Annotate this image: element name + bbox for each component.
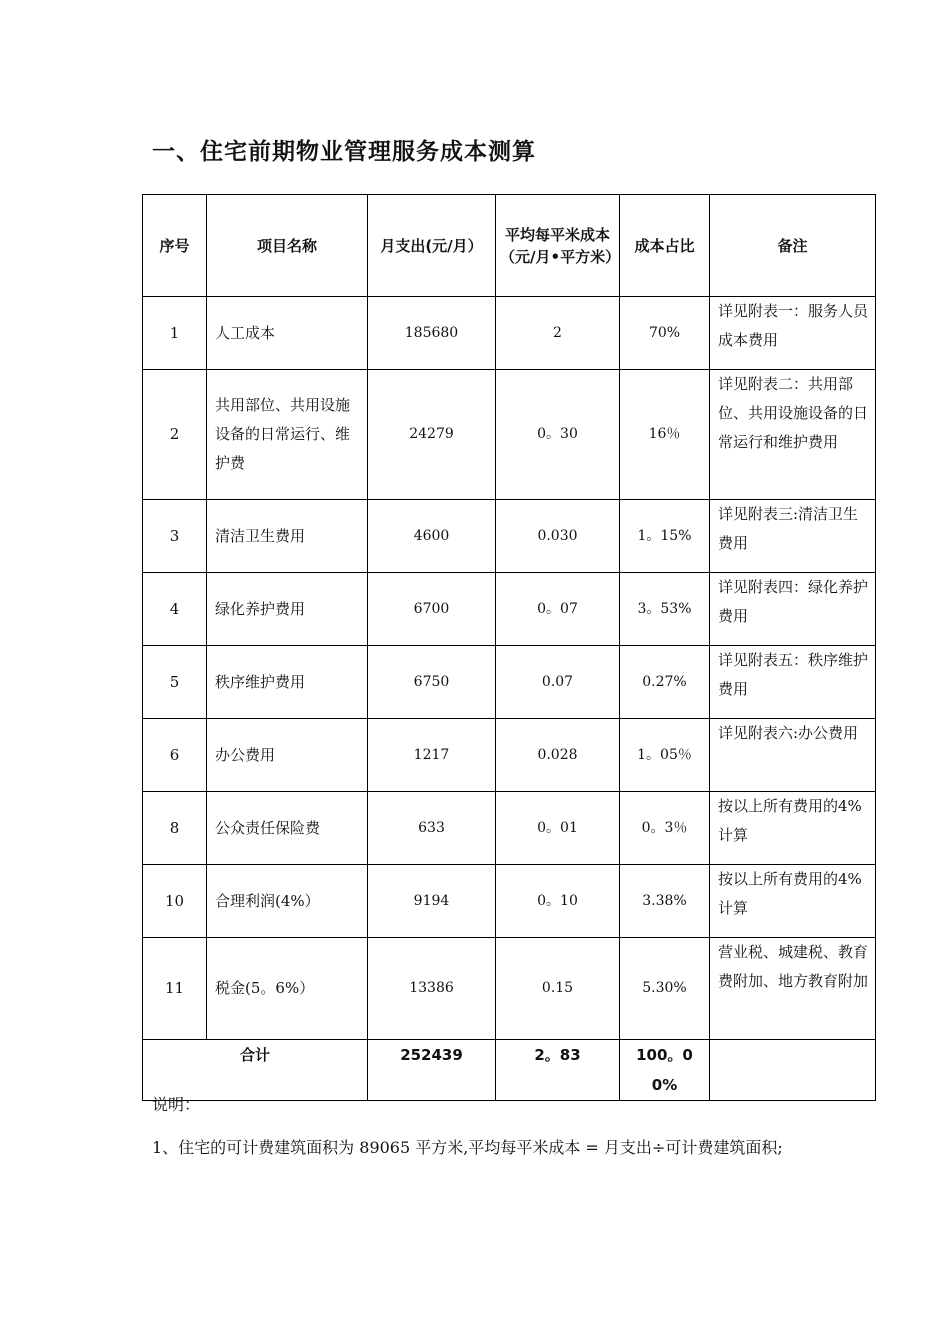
total-ratio: 100。00% [620, 1040, 710, 1101]
header-note: 备注 [710, 195, 876, 297]
cell-name: 人工成本 [207, 297, 368, 370]
cell-note: 营业税、城建税、教育费附加、地方教育附加 [710, 938, 876, 1040]
cell-name: 税金(5。6%） [207, 938, 368, 1040]
header-no: 序号 [143, 195, 207, 297]
notes-line-1: 1、住宅的可计费建筑面积为 89065 平方米,平均每平米成本 = 月支出÷可计费建筑面积; [152, 1138, 783, 1157]
cell-name: 清洁卫生费用 [207, 500, 368, 573]
cell-per-sqm: 0.15 [496, 938, 620, 1040]
cell-ratio: 3.38% [620, 865, 710, 938]
total-label: 合计 [143, 1040, 368, 1101]
cell-note: 按以上所有费用的4%计算 [710, 792, 876, 865]
cell-ratio: 0。3％ [620, 792, 710, 865]
header-per-sqm: 平均每平米成本（元/月•平方米） [496, 195, 620, 297]
cell-ratio: 0.27% [620, 646, 710, 719]
cell-monthly: 1217 [368, 719, 496, 792]
table-row [143, 573, 876, 646]
table-header-row [143, 195, 876, 297]
table-row [143, 719, 876, 792]
total-per-sqm: 2。83 [496, 1040, 620, 1101]
cell-ratio: 3。53% [620, 573, 710, 646]
cell-per-sqm: 0。07 [496, 573, 620, 646]
cell-ratio: 5.30% [620, 938, 710, 1040]
cell-no: 10 [143, 865, 207, 938]
cell-note: 详见附表四：绿化养护费用 [710, 573, 876, 646]
cell-monthly: 24279 [368, 370, 496, 500]
cell-per-sqm: 0.028 [496, 719, 620, 792]
table-row [143, 792, 876, 865]
cell-name: 共用部位、共用设施设备的日常运行、维护费 [207, 370, 368, 500]
table-row [143, 370, 876, 500]
cell-name: 办公费用 [207, 719, 368, 792]
cell-per-sqm: 0.07 [496, 646, 620, 719]
cell-monthly: 633 [368, 792, 496, 865]
table-row [143, 938, 876, 1040]
cost-table [142, 194, 876, 1101]
cell-ratio: 70% [620, 297, 710, 370]
cell-monthly: 13386 [368, 938, 496, 1040]
cell-no: 4 [143, 573, 207, 646]
cell-monthly: 6750 [368, 646, 496, 719]
total-monthly: 252439 [368, 1040, 496, 1101]
cell-note: 详见附表一：服务人员成本费用 [710, 297, 876, 370]
cell-name: 绿化养护费用 [207, 573, 368, 646]
cell-name: 合理利润(4%） [207, 865, 368, 938]
cell-name: 秩序维护费用 [207, 646, 368, 719]
cell-no: 11 [143, 938, 207, 1040]
header-ratio: 成本占比 [620, 195, 710, 297]
cell-note: 详见附表二：共用部位、共用设施设备的日常运行和维护费用 [710, 370, 876, 500]
cell-no: 1 [143, 297, 207, 370]
cell-note: 详见附表六:办公费用 [710, 719, 876, 792]
cell-ratio: 16％ [620, 370, 710, 500]
cell-monthly: 4600 [368, 500, 496, 573]
cell-note: 按以上所有费用的4%计算 [710, 865, 876, 938]
cell-monthly: 9194 [368, 865, 496, 938]
cell-per-sqm: 0。10 [496, 865, 620, 938]
cell-monthly: 185680 [368, 297, 496, 370]
table-row [143, 646, 876, 719]
cell-note: 详见附表三:清洁卫生费用 [710, 500, 876, 573]
notes-section [152, 1090, 868, 1162]
cell-name: 公众责任保险费 [207, 792, 368, 865]
header-monthly: 月支出(元/月） [368, 195, 496, 297]
cell-per-sqm: 0。01 [496, 792, 620, 865]
cell-monthly: 6700 [368, 573, 496, 646]
header-name: 项目名称 [207, 195, 368, 297]
cell-ratio: 1。15% [620, 500, 710, 573]
notes-title: 说明： [152, 1095, 201, 1114]
table-row [143, 865, 876, 938]
cell-no: 3 [143, 500, 207, 573]
cell-ratio: 1。05％ [620, 719, 710, 792]
cell-no: 6 [143, 719, 207, 792]
table-row [143, 297, 876, 370]
cell-no: 8 [143, 792, 207, 865]
page-title: 一、住宅前期物业管理服务成本测算 [152, 139, 536, 165]
cell-no: 2 [143, 370, 207, 500]
table-row [143, 500, 876, 573]
cell-no: 5 [143, 646, 207, 719]
cell-per-sqm: 0。30 [496, 370, 620, 500]
cell-per-sqm: 2 [496, 297, 620, 370]
cell-per-sqm: 0.030 [496, 500, 620, 573]
cell-note: 详见附表五：秩序维护费用 [710, 646, 876, 719]
